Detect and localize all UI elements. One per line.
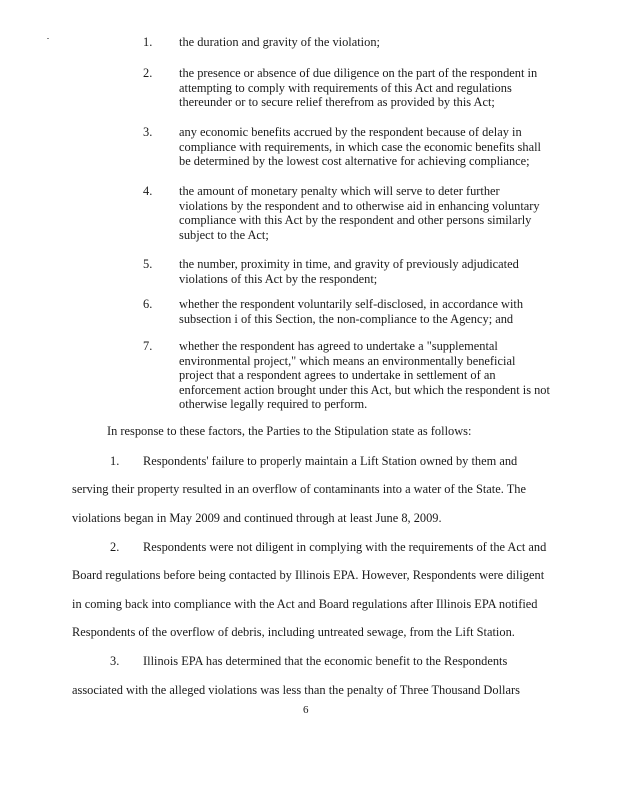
- factor-line: otherwise legally required to perform.: [179, 397, 368, 412]
- factor-line: subject to the Act;: [179, 227, 269, 242]
- paragraph-number: 2.: [110, 540, 120, 554]
- intro-sentence: In response to these factors, the Parties to the Stipulation state as follows:: [107, 424, 472, 438]
- paragraph-line: violations began in May 2009 and continued through at least June 8, 2009.: [72, 511, 442, 525]
- factor-number: 4.: [143, 184, 153, 198]
- factor-number: 7.: [143, 339, 153, 353]
- factor-line: compliance with requirements, in which case the economic benefits shall: [179, 139, 541, 154]
- factor-line: the duration and gravity of the violation;: [179, 35, 380, 49]
- factor-text: [179, 339, 549, 412]
- factor-line: environmental project," which means an environmentally beneficial: [179, 353, 516, 368]
- paragraph-line: Respondents' failure to properly maintain a Lift Station owned by them and: [143, 454, 518, 468]
- factor-line: attempting to comply with requirements of this Act and regulations: [179, 80, 512, 95]
- factor-text: [179, 125, 549, 169]
- factor-text: [179, 184, 549, 242]
- paragraph-line: associated with the alleged violations was less than the penalty of Three Thousand Dollars: [72, 683, 520, 697]
- paragraph-line: Illinois EPA has determined that the economic benefit to the Respondents: [143, 654, 508, 668]
- factor-text: [179, 257, 549, 286]
- factor-number: 1.: [143, 35, 153, 49]
- scan-speck: [47, 38, 49, 39]
- factor-line: compliance with this Act by the respondent and other persons similarly: [179, 213, 532, 228]
- factor-line: subsection i of this Section, the non-compliance to the Agency; and: [179, 311, 514, 326]
- factor-line: any economic benefits accrued by the respondent because of delay in: [179, 125, 522, 139]
- factor-number: 5.: [143, 257, 153, 271]
- factor-number: 6.: [143, 297, 153, 311]
- paragraph-line: in coming back into compliance with the Act and Board regulations after Illinois EPA notified: [72, 597, 538, 611]
- factor-line: thereunder or to secure relief therefrom as provided by this Act;: [179, 95, 495, 110]
- factor-text: [179, 297, 549, 326]
- factor-line: the number, proximity in time, and gravity of previously adjudicated: [179, 257, 519, 271]
- factor-number: 3.: [143, 125, 153, 139]
- paragraph-number: 3.: [110, 654, 120, 668]
- factor-line: the presence or absence of due diligence on the part of the respondent in: [179, 66, 538, 80]
- factor-line: violations by the respondent and to otherwise aid in enhancing voluntary: [179, 198, 540, 213]
- paragraph-line: Respondents were not diligent in complying with the requirements of the Act and: [143, 540, 547, 554]
- factor-number: 2.: [143, 66, 153, 80]
- paragraph-line: serving their property resulted in an overflow of contaminants into a water of the State. The: [72, 482, 526, 496]
- paragraph-number: 1.: [110, 454, 120, 468]
- factor-text: [179, 35, 549, 50]
- paragraph-line: Respondents of the overflow of debris, including untreated sewage, from the Lift Station.: [72, 625, 515, 639]
- paragraph-line: Board regulations before being contacted by Illinois EPA. However, Respondents were diligent: [72, 568, 545, 582]
- factor-line: be determined by the lowest cost alternative for achieving compliance;: [179, 154, 530, 169]
- factor-line: whether the respondent voluntarily self-disclosed, in accordance with: [179, 297, 524, 311]
- page-number: 6: [303, 704, 309, 716]
- factor-line: enforcement action brought under this Act, but which the respondent is not: [179, 382, 550, 397]
- factor-line: project that a respondent agrees to undertake in settlement of an: [179, 368, 496, 383]
- factor-line: violations of this Act by the respondent;: [179, 271, 378, 286]
- factor-line: whether the respondent has agreed to undertake a "supplemental: [179, 339, 498, 353]
- factor-line: the amount of monetary penalty which will serve to deter further: [179, 184, 500, 198]
- factor-text: [179, 66, 549, 110]
